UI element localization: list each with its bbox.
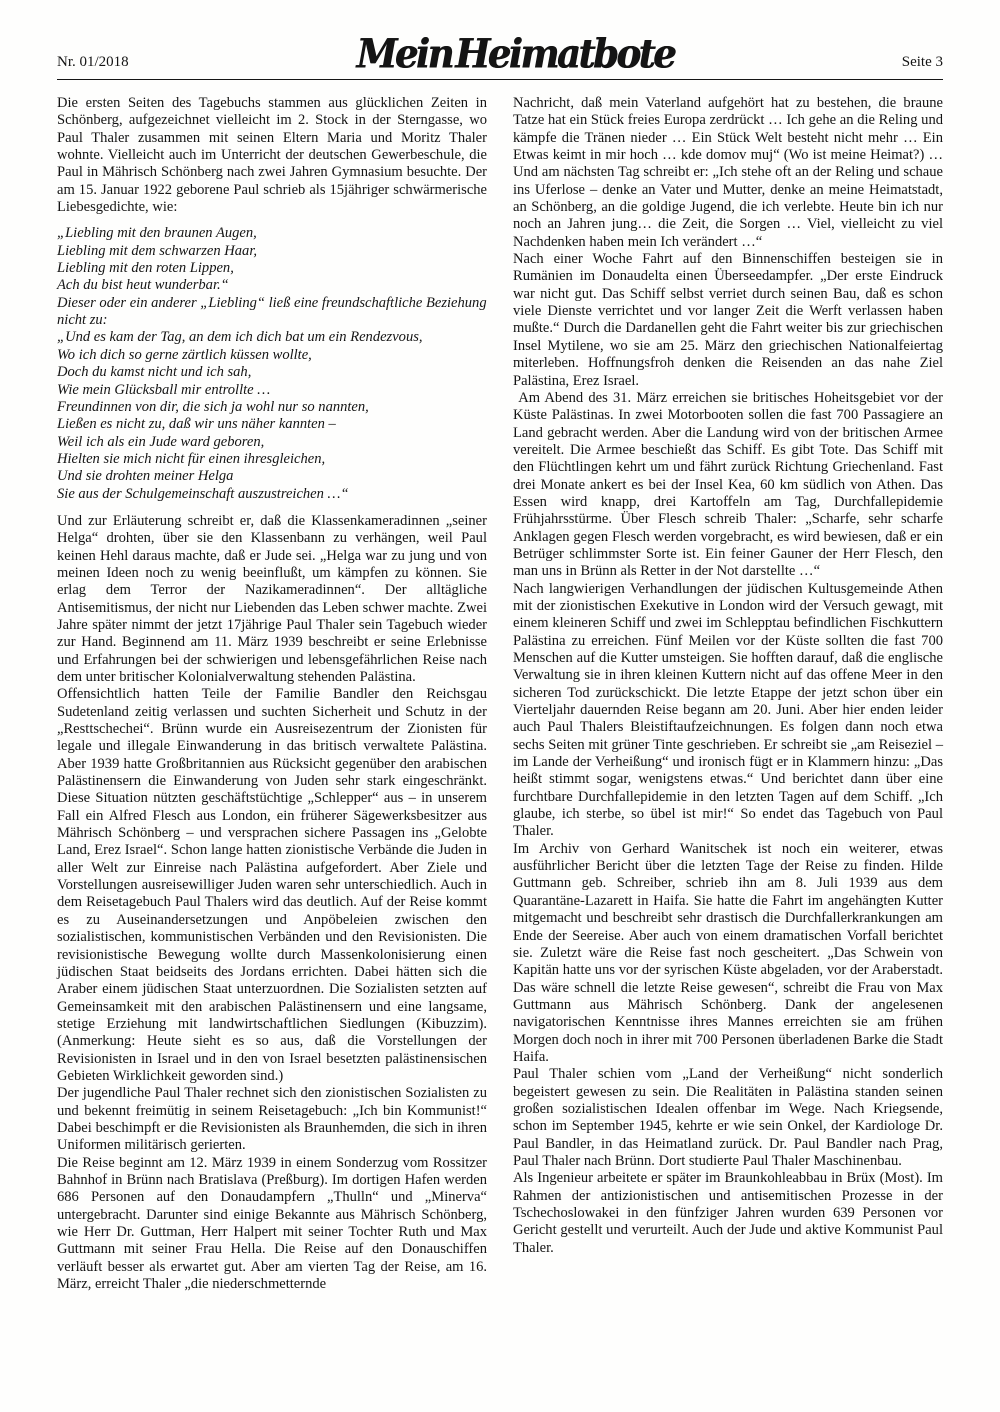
article-paragraph: Der jugendliche Paul Thaler rechnet sich den zionistischen Sozialisten zu und bekennt freimütig in seinem Reisetagebuch: „Ich bin Kommunist!“ Dabei beschimpft er die Revisionisten als Braunhemden, die sich in ihren Uniformen militärisch gerierten. [57, 1085, 487, 1154]
poem-line: Sie aus der Schulgemeinschaft auszustreichen …“ [57, 485, 349, 502]
poem-line: Liebling mit dem schwarzen Haar, [57, 242, 258, 259]
article-paragraph: Am Abend des 31. März erreichen sie britisches Hoheitsgebiet vor der Küste Palästinas. In zwei Motorbooten sollen die fast 700 Passagiere an Land gebracht werden. Aber die Landung wird von der britischen Armee vereitelt. Die Armee beschießt das Schiff. Es gibt Tote. Das Schiff mit den Flüchtlingen kehrt um und fährt zurück Richtung Griechenland. Fast drei Monate ankert es bei der Insel Kea, 60 km südlich von Athen. Das Essen wird knapp, drei Kartoffeln am Tag, Durchfallepidemie Frühjahrsstürme. Über Flesch schreib Thaler: „Scharfe, sehr scharfe Anklagen gegen Flesch werden vorgebracht, es wird bewiesen, daß er ein Betrüger schlimmster Sorte ist. Ein feiner Gauner der Herr Flesch, den man uns in Brünn als Retter in der Not darstellte …“ [513, 389, 943, 580]
article-paragraph: Und zur Erläuterung schreibt er, daß die Klassenkameradinnen „seiner Helga“ drohten, über sie den Klassenbann zu verhängen, weil Paul keinen Hehl daraus machte, daß er Jude sei. „Helga war zu jung und von meinen Ideen noch zu wenig beeinflußt, um kämpfen zu können. Sie erlag dem Terror der Nazikameradinnen“. Der alltägliche Antisemitismus, der nicht nur Liebenden das Leben schwer machte. Zwei Jahre später nimmt der jetzt 17jährige Paul Thaler sein Tagebuch wieder zur Hand. Beginnend am 11. März 1939 beschreibt er seine Erlebnisse und Erfahrungen bei der schwierigen und lebensgefährlichen Reise nach dem unter britischer Kolonialverwaltung stehenden Palästina. [57, 512, 487, 685]
poem-block [57, 225, 487, 503]
poem-line: Und sie drohten meiner Helga [57, 468, 234, 485]
masthead-logo: Mein Heimatbote [356, 29, 675, 78]
article-paragraph: Die Reise beginnt am 12. März 1939 in einem Sonderzug vom Rossitzer Bahnhof in Brünn nach Bratislava (Preßburg). Im dortigen Hafen werden 686 Personen auf den Donaudampfern „Thulln“ und „Minerva“ untergebracht. Darunter sind einige Bekannte aus Mährisch Schönberg, wie Herr Dr. Guttman, Herr Halpert mit seiner Tochter Ruth und Max Guttmann mit seiner Frau Hella. Die Reise auf den Donauschiffen verläuft besser als erwartet gut. Aber am vierten Tag der Reise, am 16. März, erreicht Thaler „die niederschmetternde [57, 1154, 487, 1293]
article-paragraph: Paul Thaler schien vom „Land der Verheißung“ nicht sonderlich begeistert gewesen zu sein. Die Realitäten in Palästina standen seinen großen sozialistischen Idealen offenbar im Wege. Nach Kriegsende, schon im September 1945, kehrte er wie sein Onkel, der Kardiologe Dr. Paul Bandler, in das Heimatland zurück. Dr. Paul Bandler nach Prag, Paul Thaler nach Brünn. Dort studierte Paul Thaler Maschinenbau. [513, 1066, 943, 1169]
article-paragraph: Nach einer Woche Fahrt auf den Binnenschiffen besteigen sie in Rumänien im Donaudelta einen Überseedampfer. „Der erste Eindruck war nicht gut. Das Schiff selbst verriet durch seinen Bau, daß es schon viele Dienste verrichtet und vor langer Zeit die Werft verlassen haben mußte.“ Durch die Dardanellen geht die Fahrt weiter bis zur griechischen Insel Mytilene, wo sie am 25. März den griechischen Nationalfeiertag miterleben. Hoffnungsfroh denken die Reisenden an das nahe Ziel Palästina, Erez Israel. [513, 251, 943, 389]
poem-line: Ach du bist heut wunderbar.“ [57, 277, 229, 294]
article-paragraph: Nachricht, daß mein Vaterland aufgehört hat zu bestehen, die braune Tatze hat ein Stück freies Europa zerdrückt … Ich gehe an die Reling und kämpfe die Tränen nieder … Ein Stück Welt besteht nicht mehr … Ein Etwas keimt in mir hoch … kde domov muj“ (Wo ist meine Heimat?) … Und am nächsten Tag schreibt er: „Ich stehe oft an der Reling und schaue ins Uferlose – denke an Vater und Mutter, denke an meine Heimatstadt, an Schönberg, an die goldige Jugend, die ich verlebte. Heute bin ich nur noch an Jahren jung… die Zeit, die Sorgen … Viel, vielleicht zu viel Nachdenken haben mein Ich verändert …“ [513, 95, 943, 250]
header-rule [57, 79, 943, 80]
issue-number: Nr. 01/2018 [57, 54, 129, 70]
poem-line: „Und es kam der Tag, an dem ich dich bat um ein Rendezvous, [57, 329, 423, 346]
poem-line: Weil ich als ein Jude ward geboren, [57, 433, 265, 450]
poem-line: Dieser oder ein anderer „Liebling“ ließ eine freundschaftliche Beziehung nicht zu: [57, 294, 487, 329]
page-number: Seite 3 [901, 54, 943, 70]
article-paragraph: Im Archiv von Gerhard Wanitschek ist noch ein weiterer, etwas ausführlicher Bericht über die letzten Tage der Reise zu finden. Hilde Guttmann geb. Schreiber, schrieb ihn am 8. Juli 1939 aus dem Quarantäne-Lazarett in Haifa. Sie hatte die Fahrt im angehängten Kutter mitgemacht und beschreibt sehr drastisch die Durchfallerkrankungen am Ende der Seereise. Aber auch von einem dramatischen Vorfall berichtet sie. Zuletzt wäre die Reise fast noch gescheitert. „Das Schwein von Kapitän hatte uns vor der syrischen Küste abgeladen, vor der Araberstadt. Das wäre schnell die letzte Reise gewesen“, schreibt die Frau von Max Guttmann aus Mährisch Schönberg. Dank der angelesenen navigatorischen Kenntnisse ihres Mannes erreichten sie am frühen Morgen doch noch in ihrer mit 700 Personen überladenen Barke die Stadt Haifa. [513, 840, 943, 1065]
poem-line: „Liebling mit den braunen Augen, [57, 225, 257, 242]
poem-line: Doch du kamst nicht und ich sah, [57, 364, 252, 381]
article-paragraph: Die ersten Seiten des Tagebuchs stammen aus glücklichen Zeiten in Schönberg, aufgezeichnet vielleicht im 2. Stock in der Sterngasse, wo Paul Thaler zusammen mit seinen Eltern Maria und Moritz Thaler wohnte. Vielleicht auch im Unterricht der deutschen Gewerbeschule, die Paul in Mährisch Schönberg nach zwei Jahren Gymnasium besuchte. Der am 15. Januar 1922 geborene Paul schrieb als 15jähriger schwärmerische Liebesgedichte, wie: [57, 95, 487, 216]
article-body [57, 95, 943, 1293]
right-column [513, 95, 943, 1293]
poem-line: Ließen es nicht zu, daß wir uns näher kannten – [57, 416, 336, 433]
article-paragraph: Nach langwierigen Verhandlungen der jüdischen Kultusgemeinde Athen mit der zionistischen Exekutive in London wird der Versuch gewagt, mit einem kleineren Schiff und zwei im Schlepptau befindlichen Fischkuttern Palästina zu erreichen. Fünf Meilen vor der Küste sollten die fast 700 Menschen auf die Kutter umsteigen. Sie hofften darauf, daß die englische Verwaltung sie in ihren kleinen Kuttern nicht auf das offene Meer in den sicheren Tod zurückschickt. Die letzte Etappe der jetzt schon über ein Vierteljahr dauernden Reise begann am 20. Juni. Aber hier enden leider auch Paul Thalers Bleistiftaufzeichnungen. Es folgen dann noch etwa sechs Seiten mit grüner Tinte geschrieben. Er schreibt sie „am Reiseziel – im Lande der Verheißung“ und ironisch fügt er in Klammern hinzu: „Das heißt stimmt sogar, wenigstens etwas.“ Und berichtet dann über eine furchtbare Durchfallepidemie in den letzten Tagen auf dem Schiff. „Ich glaube, ich sterbe, so übel ist mir!“ So endet das Tagebuch von Paul Thaler. [513, 580, 943, 840]
article-paragraph: Als Ingenieur arbeitete er später im Braunkohleabbau in Brüx (Most). Im Rahmen der antizionistischen und antisemitischen Prozesse in der Tschechoslowakei in den fünfziger Jahren wurden 639 Personen vor Gericht gestellt und verurteilt. Auch der Jude und aktive Kommunist Paul Thaler. [513, 1170, 943, 1256]
article-paragraph: Offensichtlich hatten Teile der Familie Bandler den Reichsgau Sudetenland zeitig verlassen und suchten Sicherheit und Schutz in der „Resttschechei“. Brünn wurde ein Ausreisezentrum der Zionisten für legale und illegale Einwanderung in das britisch verwaltete Palästina. Aber 1939 hatte Großbritannien aus Rücksicht gegenüber den arabischen Palästinensern die Einwanderung von Juden sehr stark eingeschränkt. Diese Situation nützten geschäftstüchtige „Schlepper“ aus – in unserem Fall ein Alfred Flesch aus London, ein früherer Sägewerksbesitzer aus Mährisch Schönberg – und versprachen sichere Passagen ins „Gelobte Land, Erez Israel“. Schon lange hatten zionistische Verbände die Juden in aller Welt zur Einreise nach Palästina aufgefordert. Aber Ziele und Vorstellungen ausreisewilliger Juden waren sehr unterschiedlich. Auch in dem Reisetagebuch Paul Thalers wird das deutlich. Auf der Reise kommt es zu Auseinandersetzungen und Anpöbeleien zwischen den sozialistischen, kommunistischen Verbänden und den Revisionisten. Die revisionistische Bewegung wollte durch Massenkolonisierung einen jüdischen Staat beidseits des Jordans errichten. Dabei hätten sich die Araber einem jüdischen Staat unterzuordnen. Die Sozialisten setzten auf Gemeinsamkeit mit den arabischen Palästinensern und eine langsame, stetige Erziehung mit landwirtschaftlichen Siedlungen (Kibuzzim). (Anmerkung: Heute sieht es so aus, daß die Vorstellungen der Revisionisten in Israel und in den von Israel besetzten palästinensischen Gebieten Wirklichkeit geworden sind.) [57, 686, 487, 1084]
poem-line: Wo ich dich so gerne zärtlich küssen wollte, [57, 346, 312, 363]
poem-line: Liebling mit den roten Lippen, [57, 260, 234, 277]
poem-line: Wie mein Glücksball mir entrollte … [57, 381, 271, 398]
poem-line: Freundinnen von dir, die sich ja wohl nur so nannten, [57, 398, 369, 415]
poem-line: Hielten sie mich nicht für einen ihresgleichen, [57, 450, 326, 467]
left-column [57, 95, 487, 1293]
page-header [57, 29, 943, 78]
